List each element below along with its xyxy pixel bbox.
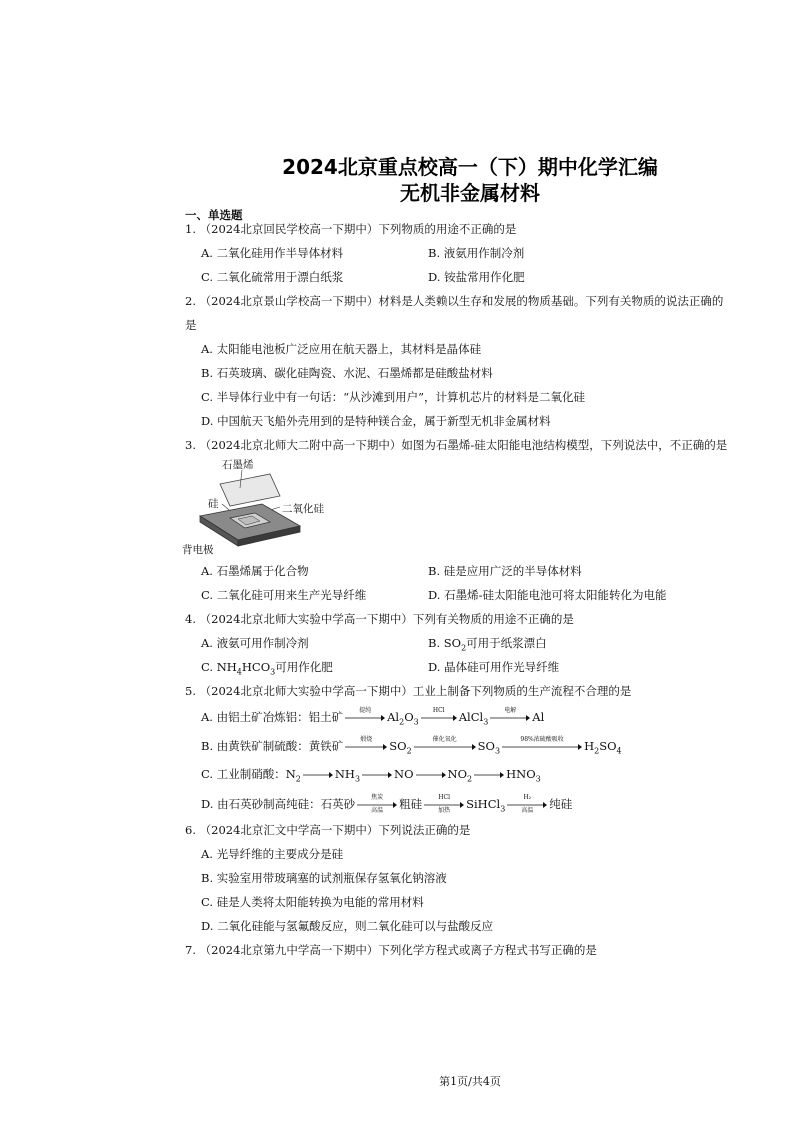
solar-cell-diagram bbox=[180, 456, 360, 556]
q1-option-c: C. 二氧化硫常用于漂白纸浆 bbox=[201, 270, 344, 284]
q6-option-c: C. 硅是人类将太阳能转换为电能的常用材料 bbox=[201, 895, 424, 909]
question-6-stem: 6. （2024北京汇文中学高一下期中）下列说法正确的是 bbox=[185, 823, 471, 837]
q1-option-b: B. 液氨用作制冷剂 bbox=[428, 246, 525, 260]
q3-option-b: B. 硅是应用广泛的半导体材料 bbox=[428, 564, 582, 578]
solar-cell-figure bbox=[180, 456, 360, 556]
arrow-label: 提纯 bbox=[359, 707, 372, 714]
document-title-line1: 2024北京重点校高一（下）期中化学汇编 bbox=[282, 155, 658, 179]
question-1-stem: 1. （2024北京回民学校高一下期中）下列物质的用途不正确的是 bbox=[185, 222, 517, 236]
q6-option-b: B. 实验室用带玻璃塞的试剂瓶保存氢氧化钠溶液 bbox=[201, 871, 447, 885]
q2-option-b: B. 石英玻璃、碳化硅陶瓷、水泥、石墨烯都是硅酸盐材料 bbox=[201, 366, 493, 380]
q2-option-a: A. 太阳能电池板广泛应用在航天器上，其材料是晶体硅 bbox=[201, 342, 482, 356]
question-7-stem: 7. （2024北京第九中学高一下期中）下列化学方程式或离子方程式书写正确的是 bbox=[185, 943, 597, 957]
question-3-stem: 3. （2024北京北师大二附中高一下期中）如图为石墨烯-硅太阳能电池结构模型，下列说法中，不正确的是 bbox=[185, 438, 728, 452]
q6-option-a: A. 光导纤维的主要成分是硅 bbox=[201, 847, 344, 861]
q4-option-c: C. $NH_4HCO_3$可用作化肥 bbox=[201, 660, 333, 677]
q5-option-c: C. 工业制硝酸：$N_2$ $NH_3$ NO $NO_2$ $HNO_3$ bbox=[201, 767, 541, 784]
q6-option-d: D. 二氧化硅能与氢氟酸反应，则二氧化硅可以与盐酸反应 bbox=[201, 919, 494, 933]
q1-option-d: D. 铵盐常用作化肥 bbox=[428, 270, 525, 284]
question-2-stem: 2. （2024北京景山学校高一下期中）材料是人类赖以生存和发展的物质基础。下列有关物质的说法正确的 bbox=[185, 294, 724, 308]
question-2-stem-cont: 是 bbox=[185, 318, 197, 332]
page-footer: 第1页/共4页 bbox=[439, 1075, 501, 1088]
q4-option-a: A. 液氨可用作制冷剂 bbox=[201, 636, 309, 650]
document-title-line2: 无机非金属材料 bbox=[400, 181, 540, 205]
q2-option-c: C. 半导体行业中有一句话：“从沙滩到用户”，计算机芯片的材料是二氧化硅 bbox=[201, 390, 585, 404]
q4-option-d: D. 晶体硅可用作光导纤维 bbox=[428, 660, 560, 674]
graphene-layer bbox=[220, 474, 280, 506]
label-graphene: 石墨烯 bbox=[222, 459, 254, 471]
q3-option-d: D. 石墨烯-硅太阳能电池可将太阳能转化为电能 bbox=[428, 588, 667, 602]
q5-option-b: B. 由黄铁矿制硫酸：黄铁矿 煅烧 $SO_2$ 催化氧化 $SO_3$ 98%浓硫酸吸收 $H_2SO_4$ bbox=[201, 736, 622, 756]
label-back-electrode: 背电极 bbox=[182, 544, 214, 556]
q3-option-c: C. 二氧化硅可用来生产光导纤维 bbox=[201, 588, 367, 602]
section-heading: 一、单选题 bbox=[185, 208, 243, 222]
q4-option-b: B. $SO_2$可用于纸浆漂白 bbox=[428, 636, 547, 653]
q3-option-a: A. 石墨烯属于化合物 bbox=[201, 564, 309, 578]
q2-option-d: D. 中国航天飞船外壳用到的是特种镁合金，属于新型无机非金属材料 bbox=[201, 414, 551, 428]
q1-option-a: A. 二氧化硅用作半导体材料 bbox=[201, 246, 344, 260]
q5-option-d: D. 由石英砂制高纯硅：石英砂 焦炭 高温 粗硅 HCl 加热 SiHCl$_3$ H₂ 高温 纯硅 bbox=[201, 794, 573, 814]
label-sio2: 二氧化硅 bbox=[282, 503, 324, 515]
q5-option-a: A. 由铝土矿冶炼铝：铝土矿 提纯 $Al_2O_3$ HCl AlCl$_3$ 电解 Al bbox=[201, 707, 545, 727]
question-4-stem: 4. （2024北京北师大实验中学高一下期中）下列有关物质的用途不正确的是 bbox=[185, 612, 574, 626]
label-silicon: 硅 bbox=[208, 498, 219, 510]
question-5-stem: 5. （2024北京北师大实验中学高一下期中）工业上制备下列物质的生产流程不合理的是 bbox=[185, 684, 632, 698]
